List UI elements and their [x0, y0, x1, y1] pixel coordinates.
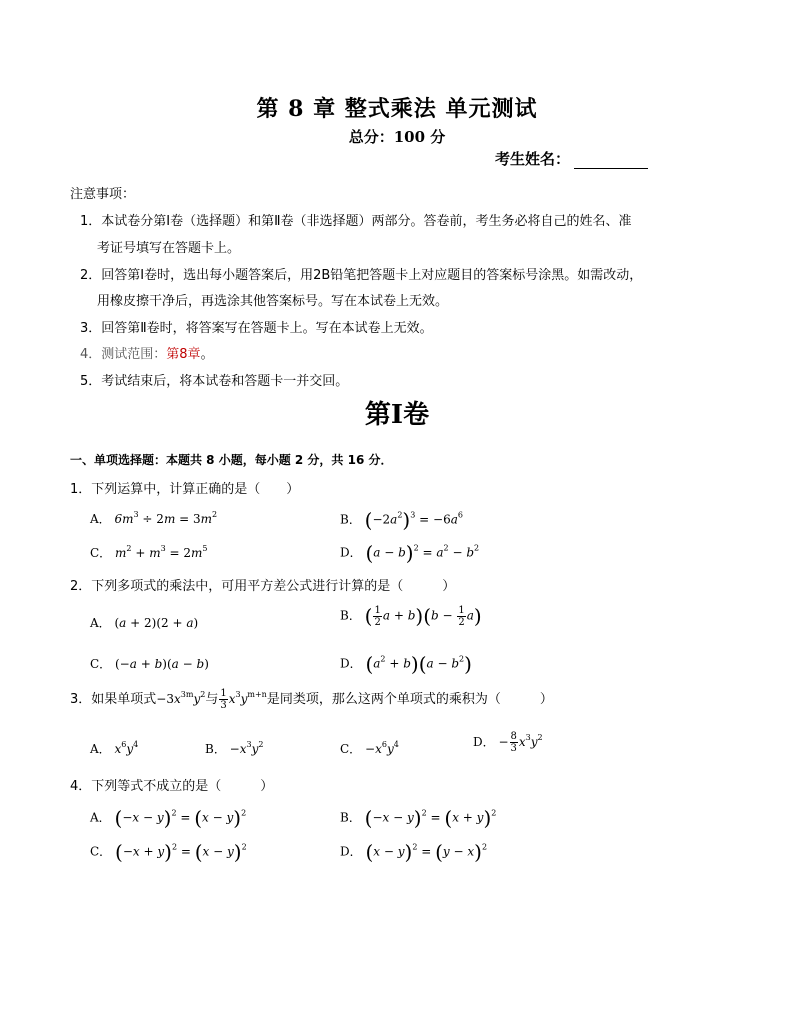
notice-heading: 注意事项： [70, 187, 136, 202]
question-1-option-c[interactable]: C． $m^2 + m^3 = 2m^5$ [90, 544, 208, 560]
notice-item-4 [80, 343, 214, 362]
notice-item-1: 1．本试卷分第Ⅰ卷（选择题）和第Ⅱ卷（非选择题）两部分。答卷前，考生务必将自己的姓名、准 [80, 214, 632, 229]
total-score: 总分：100 分 [348, 128, 446, 146]
question-2-stem: 2．下列多项式的乘法中，可用平方差公式进行计算的是（ ） [70, 579, 456, 594]
question-3-stem-mid: 与 [205, 692, 219, 707]
question-3-stem-prefix: 3．如果单项式 [70, 692, 157, 707]
notice-item-4-suffix: 。 [200, 347, 214, 362]
question-3-stem-suffix: 是同类项，那么这两个单项式的乘积为（ ） [266, 692, 553, 707]
question-2-option-d[interactable]: D． $(a^2 + b)(a - b^2)$ [340, 652, 472, 676]
question-2-option-a[interactable]: A． (a + 2)(2 + a) [90, 616, 199, 630]
question-4-stem: 4．下列等式不成立的是（ ） [70, 779, 274, 794]
question-4-option-c[interactable]: C． $(-x + y)^2 = (x - y)^2$ [90, 840, 247, 864]
question-2-option-b[interactable]: B． ( $\frac{1}{2}$ a + b)(b − $\frac{1}{2}$ a) [340, 604, 482, 628]
question-3-option-c[interactable]: C． $-x^6y^4$ [340, 740, 399, 756]
notice-item-2-cont: 用橡皮擦干净后，再选涂其他答案标号。写在本试卷上无效。 [97, 294, 449, 309]
question-4-option-a[interactable]: A． $(-x - y)^2 = (x - y)^2$ [90, 806, 247, 830]
question-3-option-a[interactable]: A． $x^6y^4$ [90, 740, 139, 756]
examinee-name-field [495, 148, 648, 169]
notice-item-2: 2．回答第Ⅰ卷时，选出每小题答案后，用2B铅笔把答题卡上对应题目的答案标号涂黑。如需改动， [80, 268, 643, 283]
notice-item-3: 3．回答第Ⅱ卷时，将答案写在答题卡上。写在本试卷上无效。 [80, 321, 433, 336]
notice-item-5: 5．考试结束后，将本试卷和答题卡一并交回。 [80, 374, 349, 389]
notice-item-4-scope: 第8章 [166, 347, 201, 362]
examinee-name-label: 考生姓名： [495, 150, 571, 168]
question-1-stem: 1．下列运算中，计算正确的是（ ） [70, 482, 300, 497]
question-3-stem: 3．如果单项式$-3x^{3m}y^2$与 $\frac{1}{3}$ $x^3y^{m+n}$是同类项，那么这两个单项式的乘积为（ ） [70, 688, 553, 711]
notice-item-1-cont: 考证号填写在答题卡上。 [97, 241, 241, 256]
exam-title: 第 8 章 整式乘法 单元测试 [256, 96, 538, 122]
question-4-option-d[interactable]: D． $(x - y)^2 = (y - x)^2$ [340, 840, 488, 864]
section-heading: 一、单项选择题：本题共 8 小题，每小题 2 分，共 16 分． [70, 453, 393, 467]
notice-item-4-prefix: 4．测试范围： [80, 347, 167, 362]
part-title: 第Ⅰ卷 [364, 400, 430, 430]
examinee-name-blank [574, 154, 648, 169]
question-3-option-b[interactable]: B． $-x^3y^2$ [205, 740, 264, 756]
question-2-option-c[interactable]: C． (−a + b)(a − b) [90, 657, 209, 671]
question-4-option-b[interactable]: B． $(-x - y)^2 = (x + y)^2$ [340, 806, 497, 830]
question-1-option-a[interactable]: A． $6m^3 \div 2m = 3m^2$ [90, 510, 218, 526]
question-1-option-b[interactable]: B． $(-2a^2)^3 = -6a^6$ [340, 508, 463, 532]
question-3-option-d[interactable]: D． − $\frac{8}{3}$ $x^3y^2$ [473, 731, 543, 754]
question-1-option-d[interactable]: D． $(a - b)^2 = a^2 - b^2$ [340, 541, 480, 565]
